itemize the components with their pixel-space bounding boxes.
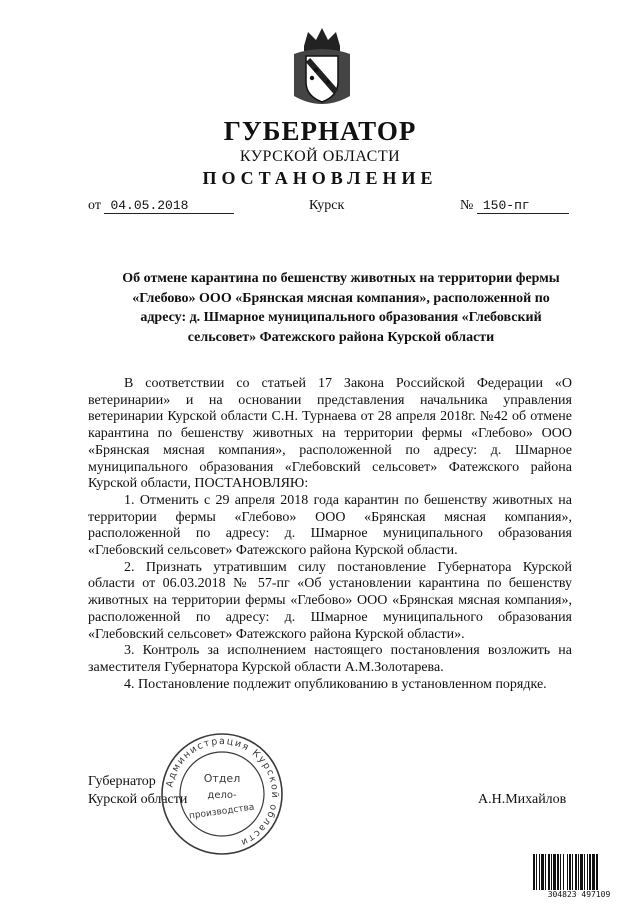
- barcode: [533, 854, 625, 900]
- document-type: ПОСТАНОВЛЕНИЕ: [202, 168, 438, 188]
- clause-4: 4. Постановление подлежит опубликованию в установленном порядке.: [124, 676, 547, 692]
- stamp-ring-text: Администрация Курской области: [164, 735, 281, 849]
- barcode-digits: 304823 497109: [547, 890, 611, 899]
- document-subject: Об отмене карантина по бешенству животных на территории фермы «Глебово» ООО «Брянская мясная компания», расположенной по адресу: д. Шмарное муниципального образования «Глебовский сельсовет» Фатежского района Курской области: [122, 271, 560, 345]
- document-body: [88, 376, 572, 693]
- position-line-2: Курской области: [88, 792, 188, 807]
- city: Курск: [309, 198, 345, 213]
- position-line-1: Губернатор: [88, 774, 156, 789]
- clause-1: 1. Отменить с 29 апреля 2018 года карантин по бешенству животных на территории фермы «Глебово» ООО «Брянская мясная компания», расположенной по адресу: д. Шмарное муниципального образования «Глебовский сельсовет» Фатежского района Курской области.: [88, 492, 572, 559]
- office-stamp: [158, 730, 286, 858]
- date-value: 04.05.2018: [104, 198, 234, 214]
- number-value: 150-пг: [477, 198, 569, 214]
- stamp-line-2: дело-: [207, 790, 237, 801]
- stamp-line-3: производства: [188, 802, 255, 822]
- barcode-bars-icon: [533, 854, 625, 890]
- date-prefix: от: [88, 198, 101, 213]
- preamble-paragraph: В соответствии со статьей 17 Закона Российской Федерации «О ветеринарии» и на основании представления начальника управления ветеринарии Курской области С.Н. Турнаева от 28 апреля 2018г. №42 об отмене карантина по бешенству животных на территории фермы «Глебово» ООО «Брянская мясная компания», расположенной по адресу: д. Шмарное муниципального образования «Глебовский сельсовет» Фатежского района Курской области, ПОСТАНОВЛЯЮ:: [88, 376, 572, 492]
- number-field: [460, 198, 569, 214]
- page-title: ГУБЕРНАТОР: [223, 116, 417, 146]
- date-field: [88, 198, 234, 214]
- clause-3: 3. Контроль за исполнением настоящего постановления возложить на заместителя Губернатора Курской области А.М.Золотарева.: [88, 643, 572, 675]
- stamp-line-1: Отдел: [203, 772, 241, 785]
- region-subtitle: КУРСКОЙ ОБЛАСТИ: [239, 148, 401, 165]
- coat-of-arms-icon: [290, 26, 354, 110]
- clause-2: 2. Признать утратившим силу постановление Губернатора Курской области от 06.03.2018 № 57-пг «Об установлении карантина по бешенству животных на территории фермы «Глебово» ООО «Брянская мясная компания», расположенной по адресу: д. Шмарное муниципального образования «Глебовский сельсовет» Фатежского района Курской области».: [88, 559, 572, 642]
- number-prefix: №: [460, 198, 474, 213]
- signatory-name: А.Н.Михайлов: [478, 792, 567, 807]
